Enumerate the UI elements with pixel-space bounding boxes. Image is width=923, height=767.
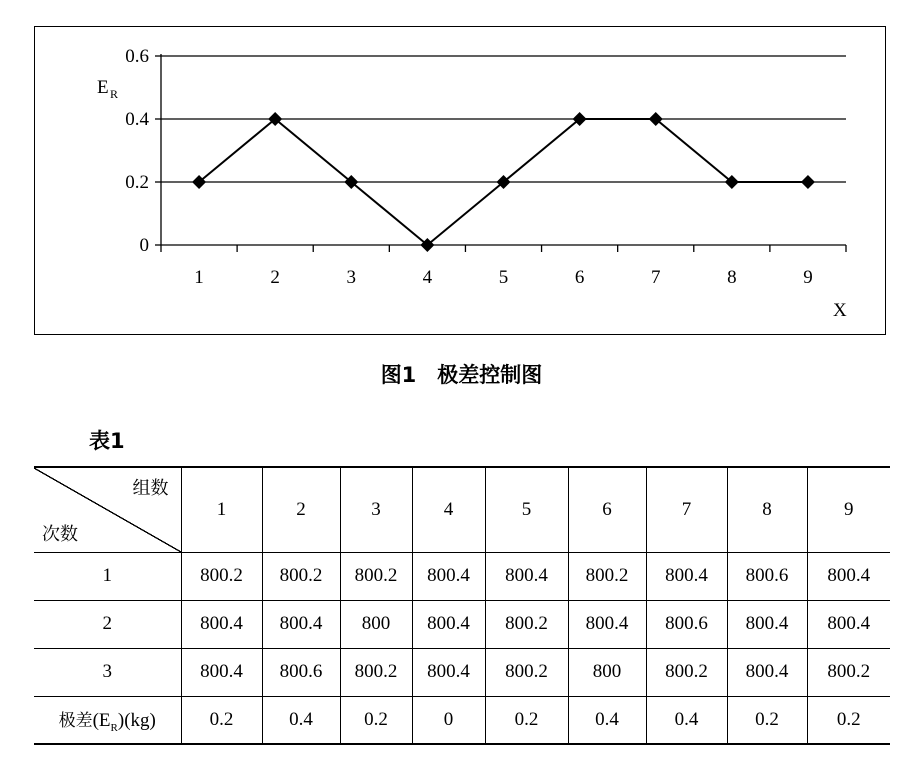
table-cell: 800.4 [181,600,262,648]
column-header: 2 [262,467,340,552]
y-axis-label-subscript: R [110,87,119,101]
range-label-subscript: R [110,721,118,734]
table-cell: 800.6 [262,648,340,696]
table-cell: 800.4 [412,552,485,600]
range-row [34,696,890,744]
figure-caption: 图1 极差控制图 [380,363,543,387]
table-cell: 800.2 [485,600,568,648]
table-caption: 表1 [89,429,125,453]
x-tick-label: 8 [727,267,737,288]
row-label: 2 [34,600,181,648]
table-cell: 800.2 [262,552,340,600]
table-cell: 800.4 [568,600,646,648]
table-cell: 800.2 [807,648,890,696]
range-cell: 0.4 [646,696,727,744]
chart-frame [34,26,886,335]
table-cell: 800.4 [412,600,485,648]
range-cell: 0.2 [340,696,412,744]
table-cell: 800.2 [568,552,646,600]
table-cell: 800.4 [262,600,340,648]
range-cell: 0.2 [485,696,568,744]
x-axis-label: X [833,300,847,321]
range-control-chart [35,27,885,334]
table-row [34,552,890,600]
column-header: 6 [568,467,646,552]
data-table [34,466,890,745]
column-header: 3 [340,467,412,552]
range-cell: 0.4 [568,696,646,744]
y-tick-label: 0.6 [125,46,149,67]
table-cell: 800.4 [485,552,568,600]
x-tick-label: 1 [194,267,204,288]
range-label-unit: )(kg) [117,709,156,731]
table-cell: 800.4 [727,600,807,648]
table-cell: 800.4 [181,648,262,696]
table-cell: 800 [340,600,412,648]
range-cell: 0 [412,696,485,744]
range-cell: 0.2 [807,696,890,744]
range-cell: 0.2 [727,696,807,744]
table-row [34,648,890,696]
x-tick-label: 6 [574,267,585,288]
table-cell: 800.4 [727,648,807,696]
x-tick-label: 3 [346,267,357,288]
table-cell: 800.4 [412,648,485,696]
range-label-text: 极差 [58,710,93,731]
table-row [34,600,890,648]
table-cell: 800 [568,648,646,696]
x-tick-label: 5 [498,267,509,288]
table-cell: 800.2 [340,648,412,696]
x-tick-label: 2 [270,267,280,288]
y-axis-label: E [97,77,109,98]
y-tick-label: 0.4 [125,109,149,130]
x-tick-label: 9 [803,267,813,288]
row-label: 1 [34,552,181,600]
corner-label-groups: 组数 [132,478,169,499]
data-point [801,175,815,189]
table-cell: 800.2 [181,552,262,600]
table-cell: 800.2 [646,648,727,696]
range-row-label [34,696,181,744]
table-cell: 800.4 [807,600,890,648]
column-header: 9 [807,467,890,552]
range-label-symbol: (E [92,709,111,731]
table-cell: 800.2 [485,648,568,696]
column-header: 7 [646,467,727,552]
table-cell: 800.6 [727,552,807,600]
row-label: 3 [34,648,181,696]
column-header: 5 [485,467,568,552]
x-tick-label: 7 [650,267,661,288]
table-header-row [34,467,890,552]
x-tick-label: 4 [422,267,433,288]
table-cell: 800.6 [646,600,727,648]
y-tick-label: 0 [139,235,149,256]
range-cell: 0.2 [181,696,262,744]
table-cell: 800.4 [807,552,890,600]
table-cell: 800.4 [646,552,727,600]
corner-cell [34,467,181,552]
column-header: 1 [181,467,262,552]
range-cell: 0.4 [262,696,340,744]
table-cell: 800.2 [340,552,412,600]
y-tick-label: 0.2 [125,172,149,193]
column-header: 8 [727,467,807,552]
corner-label-trials: 次数 [42,523,78,545]
column-header: 4 [412,467,485,552]
